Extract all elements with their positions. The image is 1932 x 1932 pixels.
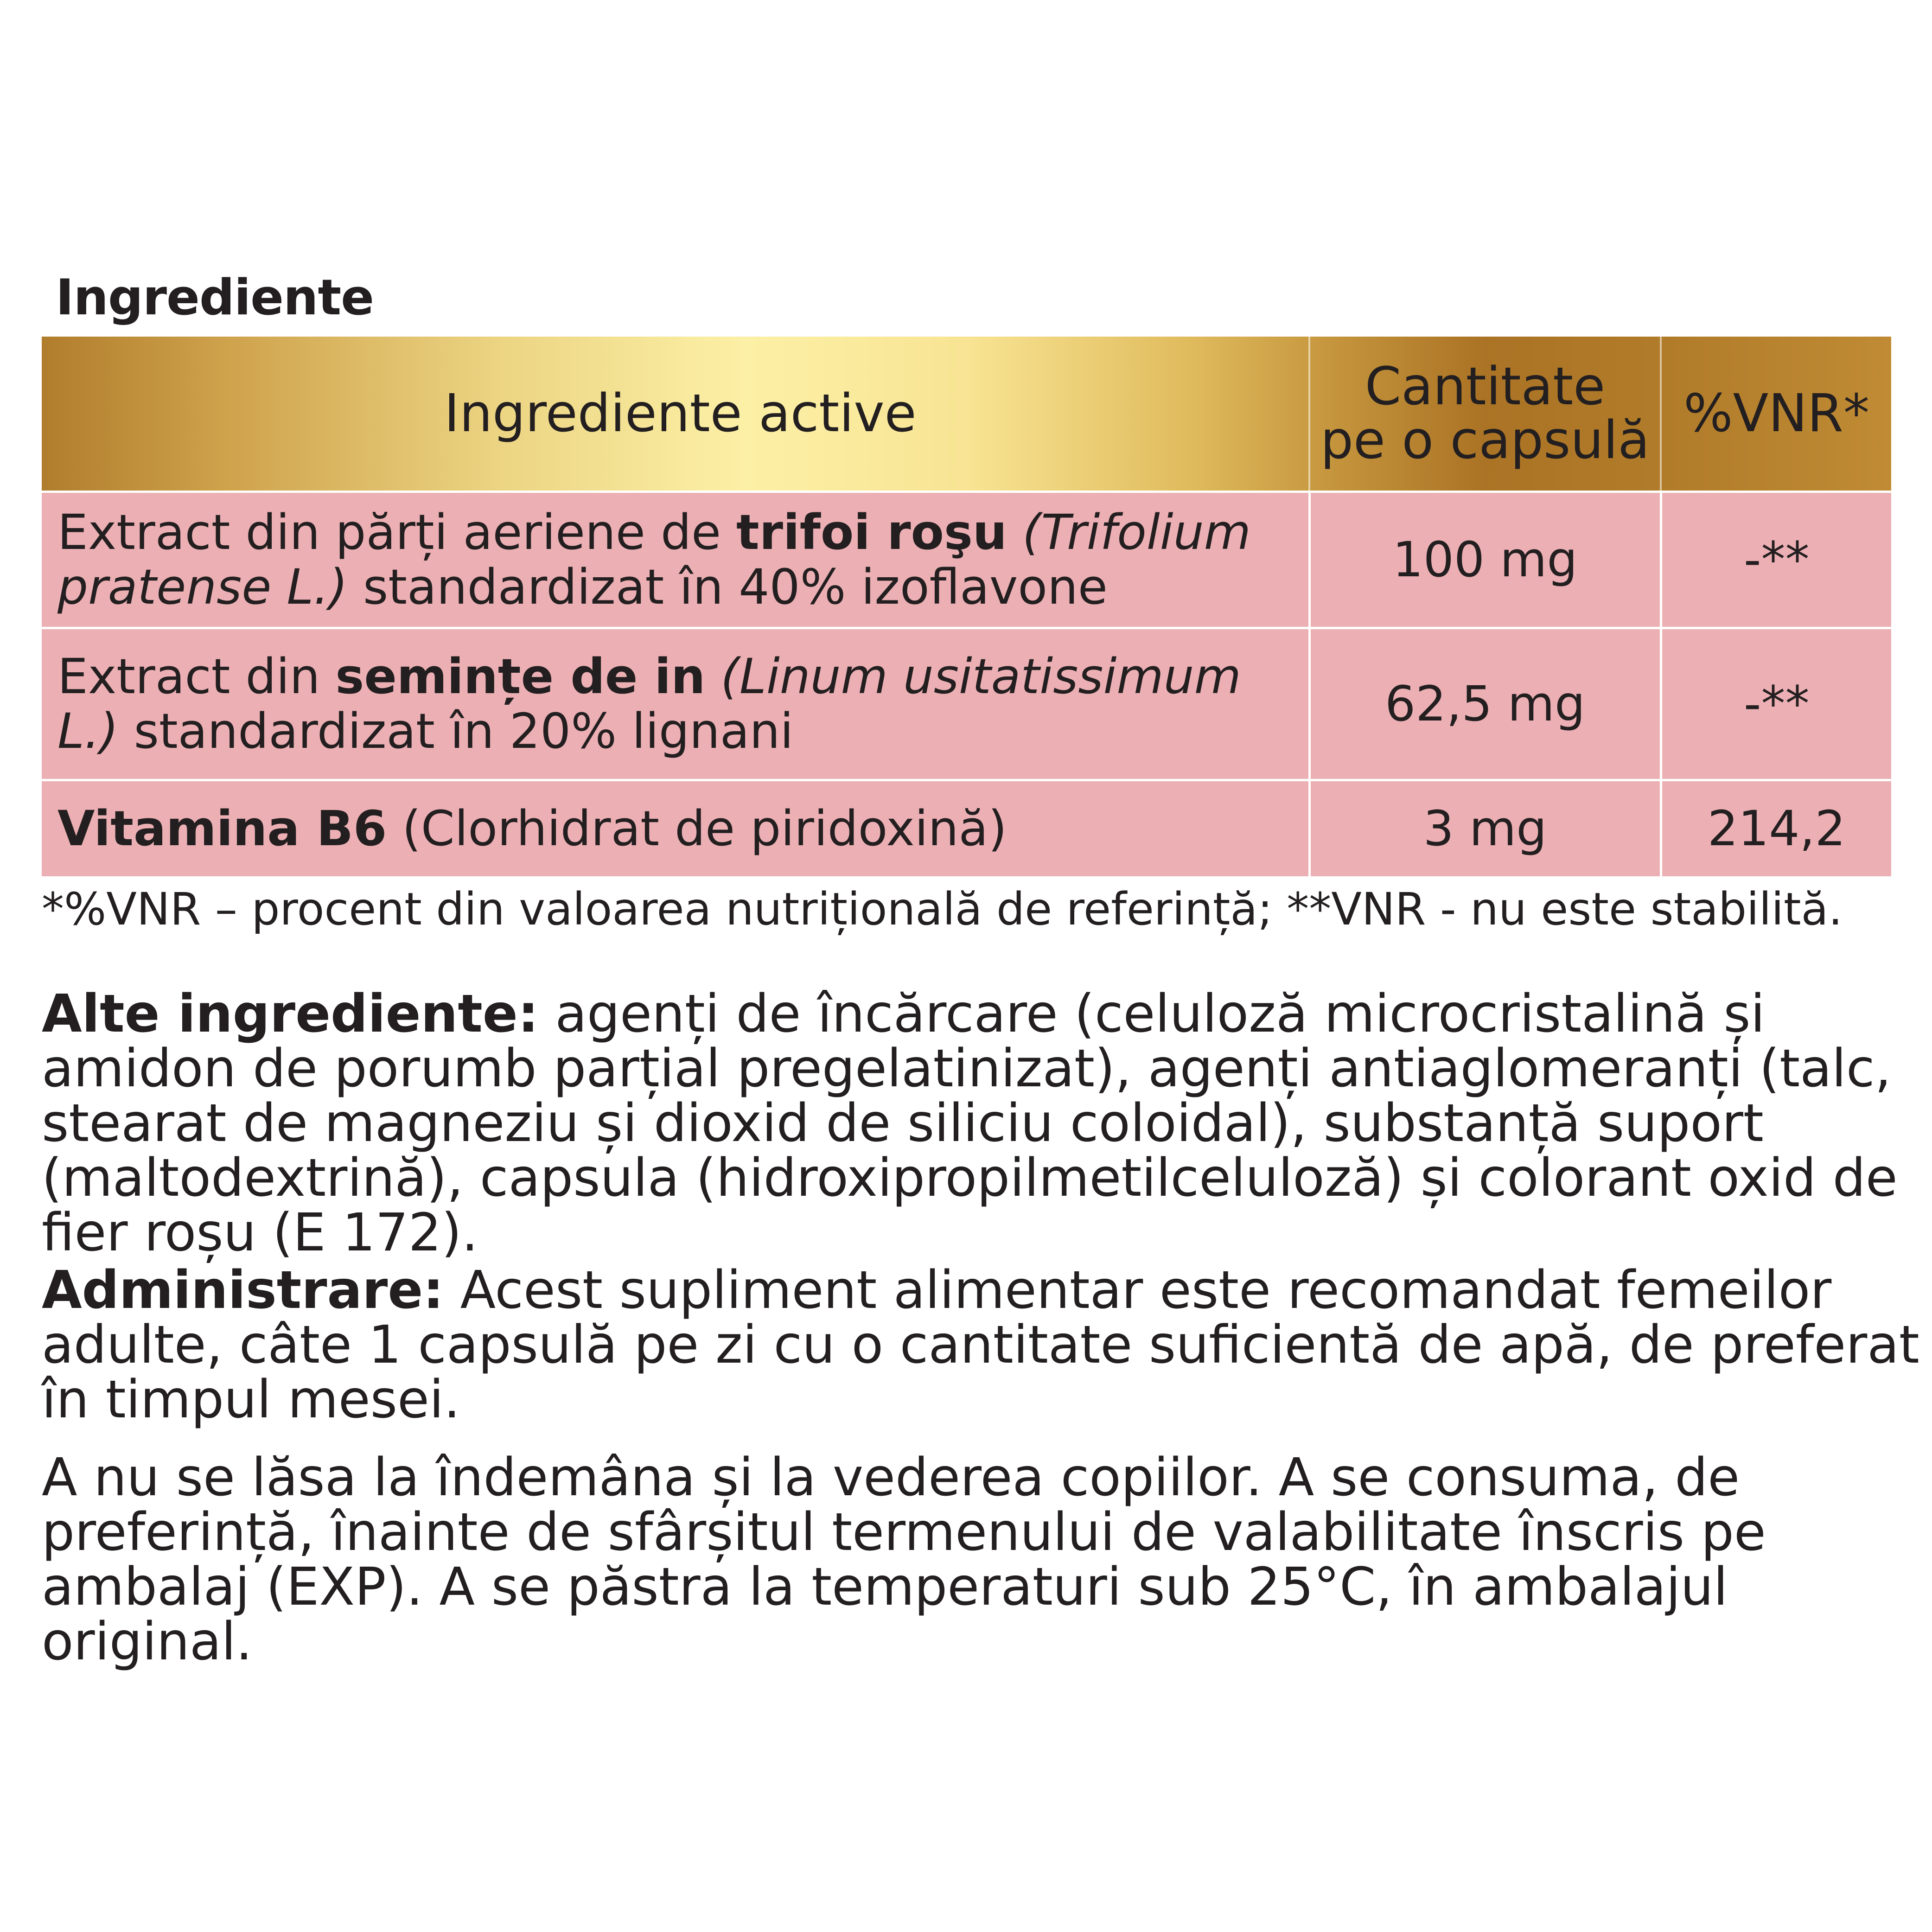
administration-paragraph — [42, 1260, 1919, 1430]
ingredient-vnr: 214,2 — [1661, 780, 1891, 876]
ingredient-vnr: -** — [1661, 628, 1891, 780]
ingredient-name-text: Extract din — [57, 648, 336, 705]
header-vnr: %VNR* — [1683, 383, 1869, 444]
ingredient-standardization: standardizat în 20% lignani — [118, 703, 794, 759]
table-row — [42, 780, 1891, 876]
ingredient-name — [42, 628, 1309, 780]
table-row — [42, 491, 1891, 628]
ingredients-table — [42, 337, 1891, 876]
other-ingredients-text: agenți de încărcare (celuloză microcristalină și amidon de porumb parțial pregelatinizat), agenți antiaglomeranți (talc, stearat de magneziu și dioxid de siliciu coloidal), substanță suport (maltodextrină), capsula (hidroxipropilmetilceluloză) și colorant oxid de fier roșu (E 172). — [42, 984, 1898, 1263]
section-title: Ingrediente — [56, 269, 374, 326]
other-ingredients-label: Alte ingrediente: — [42, 984, 539, 1044]
table-header-row — [42, 337, 1891, 491]
ingredient-latin-name: (Trifolium pratense L.) — [57, 504, 1251, 615]
header-active-ingredients: Ingrediente active — [42, 337, 1309, 491]
ingredient-name-bold: Vitamina B6 — [57, 800, 387, 857]
ingredient-name-bold: trifoi roşu — [736, 504, 1007, 561]
storage-paragraph: A nu se lăsa la îndemâna și la vederea copiilor. A se consuma, de preferință, înainte de sfârșitul termenului de valabilitate înscris pe ambalaj (EXP). A se păstra la temperaturi sub 25°C, în ambalajul original. — [42, 1447, 1766, 1672]
ingredient-name-bold: semințe de in — [335, 648, 706, 705]
header-quantity-line2: pe o capsulă — [1320, 410, 1650, 471]
ingredient-quantity: 3 mg — [1309, 780, 1661, 876]
ingredient-name — [42, 491, 1309, 628]
administration-label: Administrare: — [42, 1260, 444, 1320]
vnr-footnote: *%VNR – procent din valoarea nutrițională de referință; **VNR - nu este stabilită. — [42, 883, 1843, 935]
ingredient-quantity: 100 mg — [1309, 491, 1661, 628]
table-row — [42, 628, 1891, 780]
header-quantity-line1: Cantitate — [1365, 356, 1606, 417]
ingredient-vnr: -** — [1661, 491, 1891, 628]
ingredient-quantity: 62,5 mg — [1309, 628, 1661, 780]
ingredient-name — [42, 780, 1309, 876]
ingredient-standardization: standardizat în 40% izoflavone — [347, 559, 1108, 615]
other-ingredients-paragraph — [42, 984, 1919, 1263]
ingredient-name-text: Extract din părți aeriene de — [57, 504, 737, 561]
ingredient-standardization: (Clorhidrat de piridoxină) — [387, 800, 1007, 857]
header-quantity — [1309, 337, 1661, 491]
ingredient-latin-name: (Linum usitatissimum L.) — [57, 648, 1241, 759]
administration-text: Acest supliment alimentar este recomandat femeilor adulte, câte 1 capsulă pe zi cu o cantitate suficientă de apă, de preferat în timpul mesei. — [42, 1260, 1919, 1430]
